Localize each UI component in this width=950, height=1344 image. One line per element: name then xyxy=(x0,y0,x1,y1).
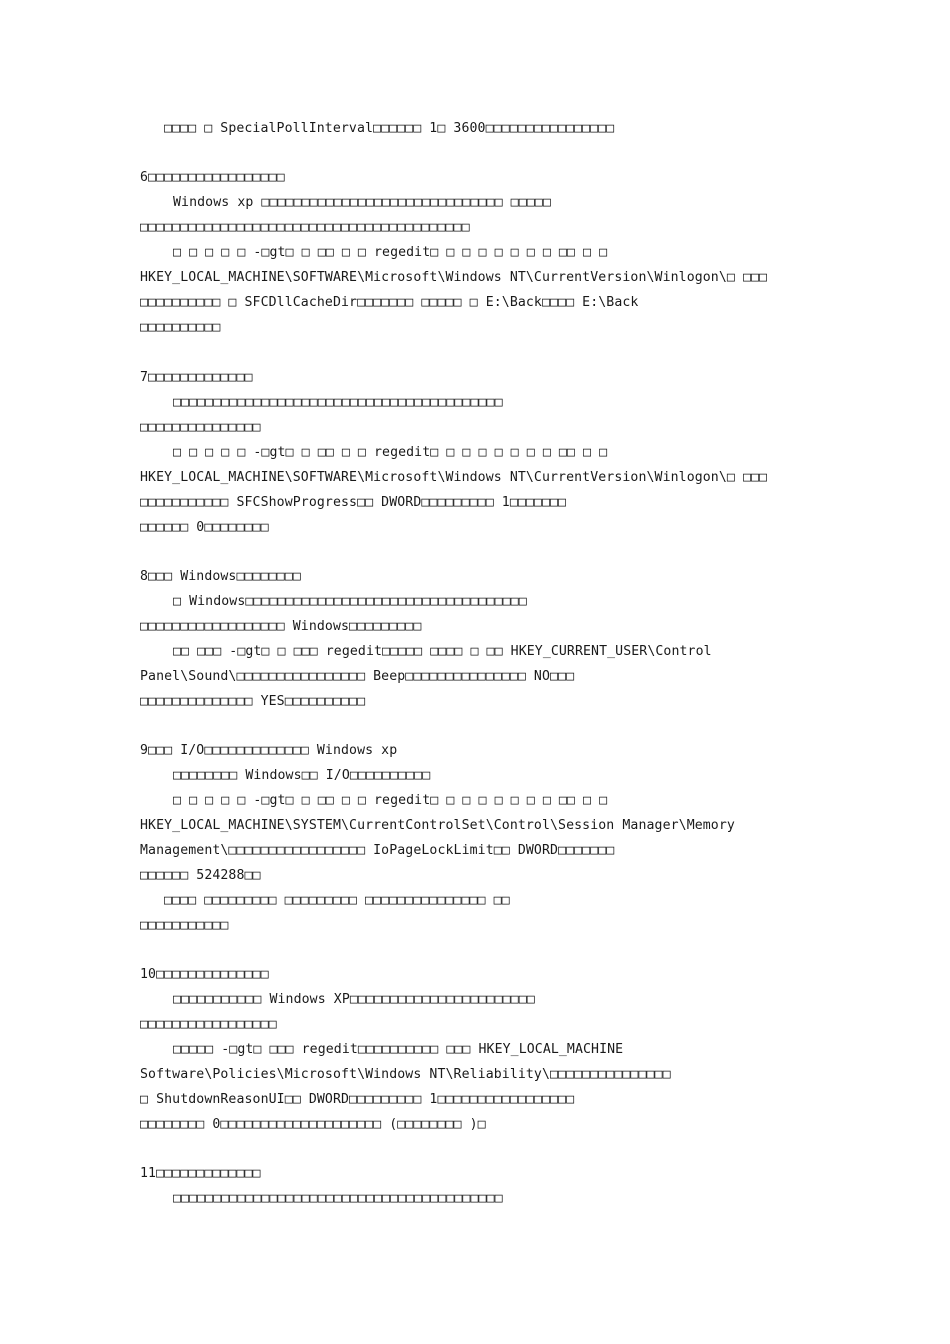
text-line: □□□□□□□□□□□□□□□□□□ Windows□□□□□□□□□ xyxy=(140,619,422,634)
registry-path-line: HKEY_LOCAL_MACHINE\SOFTWARE\Microsoft\Windows NT\CurrentVersion\Winlogon\□ □□□ xyxy=(140,270,768,285)
text-line: □□□□□□□□ 0□□□□□□□□□□□□□□□□□□□□ (□□□□□□□□ )□ xyxy=(140,1117,486,1132)
text-line: □□□□□□□□ Windows□□ I/O□□□□□□□□□□ xyxy=(173,768,431,783)
text-line: □□□□□□□□□□□□□□□□□□□□□□□□□□□□□□□□□□□□□□□□□ xyxy=(140,220,470,235)
text-line: □□□□□□□□□□ xyxy=(140,320,221,335)
text-line: □□□□□□□□□□□□□□□□□□□□□□□□□□□□□□□□□□□□□□□□□ xyxy=(173,1191,503,1206)
text-line: □ Windows□□□□□□□□□□□□□□□□□□□□□□□□□□□□□□□□□□□ xyxy=(173,594,527,609)
text-line: □□ □□□ -□gt□ □ □□□ regedit□□□□□ □□□□ □ □□ HKEY_CURRENT_USER\Control xyxy=(173,644,712,659)
registry-path-line: HKEY_LOCAL_MACHINE\SOFTWARE\Microsoft\Windows NT\CurrentVersion\Winlogon\□ □□□ xyxy=(140,470,768,485)
text-line: Windows xp □□□□□□□□□□□□□□□□□□□□□□□□□□□□□□ □□□□□ xyxy=(173,195,551,210)
text-line: □□□□□□ 524288□□ xyxy=(140,868,261,883)
text-line: □ □ □ □ □ -□gt□ □ □□ □ □ regedit□ □ □ □ □ □ □ □ □□ □ □ xyxy=(173,245,608,260)
text-line: □□□□□□□□□□□□□□ YES□□□□□□□□□□ xyxy=(140,694,366,709)
text-line: □□□□□□□□□□□□□□□□□ xyxy=(140,1017,277,1032)
registry-path-line: Software\Policies\Microsoft\Windows NT\Reliability\□□□□□□□□□□□□□□□ xyxy=(140,1067,671,1082)
text-line: □□□□□□□□□□□□□□□□□□□□□□□□□□□□□□□□□□□□□□□□□ xyxy=(173,395,503,410)
text-line: □□□□□□□□□□□ Windows XP□□□□□□□□□□□□□□□□□□□□□□□ xyxy=(173,992,535,1007)
text-line: □ □ □ □ □ -□gt□ □ □□ □ □ regedit□ □ □ □ □ □ □ □ □□ □ □ xyxy=(173,793,608,808)
text-line: □□□□□□□□□□□□□□□ xyxy=(140,420,261,435)
text-line: □□□□ □ SpecialPollInterval□□□□□□ 1□ 3600□□□□□□□□□□□□□□□□ xyxy=(164,121,615,136)
section-heading-7: 7□□□□□□□□□□□□□ xyxy=(140,370,253,385)
registry-path-line: HKEY_LOCAL_MACHINE\SYSTEM\CurrentControlSet\Control\Session Manager\Memory xyxy=(140,818,735,833)
text-line: Management\□□□□□□□□□□□□□□□□□ IoPageLockLimit□□ DWORD□□□□□□□ xyxy=(140,843,615,858)
registry-path-line: Panel\Sound\□□□□□□□□□□□□□□□□ Beep□□□□□□□□□□□□□□□ NO□□□ xyxy=(140,669,575,684)
text-line: □□□□□□□□□□□ SFCShowProgress□□ DWORD□□□□□□□□□ 1□□□□□□□ xyxy=(140,495,567,510)
section-heading-11: 11□□□□□□□□□□□□□ xyxy=(140,1166,261,1181)
text-line: □□□□□□□□□□ □ SFCDllCacheDir□□□□□□□ □□□□□ □ E:\Back□□□□ E:\Back xyxy=(140,295,639,310)
text-line: □□□□□□□□□□□ xyxy=(140,918,229,933)
section-heading-10: 10□□□□□□□□□□□□□□ xyxy=(140,967,269,982)
section-heading-8: 8□□□ Windows□□□□□□□□ xyxy=(140,569,301,584)
text-line: □ ShutdownReasonUI□□ DWORD□□□□□□□□□ 1□□□□□□□□□□□□□□□□□ xyxy=(140,1092,575,1107)
text-line: □ □ □ □ □ -□gt□ □ □□ □ □ regedit□ □ □ □ □ □ □ □ □□ □ □ xyxy=(173,445,608,460)
section-heading-6: 6□□□□□□□□□□□□□□□□□ xyxy=(140,170,285,185)
text-line: □□□□ □□□□□□□□□ □□□□□□□□□ □□□□□□□□□□□□□□□ □□ xyxy=(164,893,510,908)
text-line: □□□□□ -□gt□ □□□ regedit□□□□□□□□□□ □□□ HKEY_LOCAL_MACHINE xyxy=(173,1042,624,1057)
section-heading-9: 9□□□ I/O□□□□□□□□□□□□□ Windows xp xyxy=(140,743,398,758)
text-line: □□□□□□ 0□□□□□□□□ xyxy=(140,520,269,535)
